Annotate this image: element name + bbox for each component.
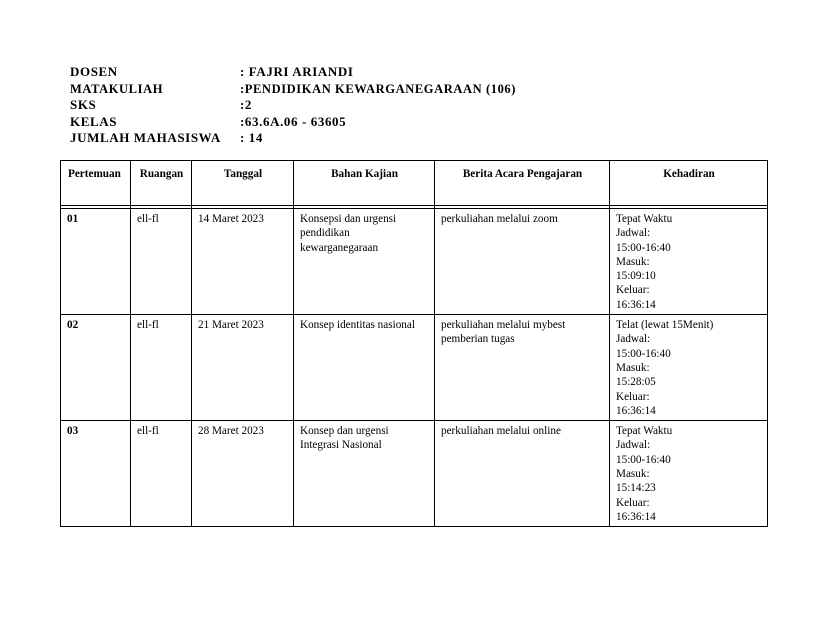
jadwal-label: Jadwal: — [616, 227, 651, 240]
keluar-label: Keluar: — [616, 496, 650, 509]
keluar-value: 16:36:14 — [616, 404, 656, 417]
pertemuan-cell: 03 — [61, 421, 131, 527]
tanggal-cell: 21 Maret 2023 — [192, 315, 294, 421]
ruangan-cell: ell-fl — [131, 421, 192, 527]
column-header-bahan-kajian: Bahan Kajian — [294, 161, 435, 206]
attendance-table — [60, 160, 768, 527]
kelas-value: :63.6A.06 - 63605 — [240, 113, 347, 129]
masuk-label: Masuk: — [616, 361, 650, 374]
berita-acara-cell: perkuliahan melalui zoom — [435, 209, 610, 315]
jadwal-value: 15:00-16:40 — [616, 453, 671, 466]
table-row — [61, 209, 768, 315]
keluar-label: Keluar: — [616, 284, 650, 297]
kehadiran-status: Tepat Waktu — [616, 213, 673, 225]
kehadiran-status: Telat (lewat 15Menit) — [616, 319, 714, 332]
ruangan-cell: ell-fl — [131, 209, 192, 315]
masuk-value: 15:09:10 — [616, 270, 656, 283]
tanggal-cell: 14 Maret 2023 — [192, 209, 294, 315]
masuk-label: Masuk: — [616, 255, 650, 268]
bahan-kajian-cell: Konsepsi dan urgensi pendidikan kewarganegaraan — [294, 209, 435, 315]
jadwal-value: 15:00-16:40 — [616, 347, 671, 360]
keluar-label: Keluar: — [616, 390, 650, 403]
jumlah-mahasiswa-label: JUMLAH MAHASISWA — [70, 130, 221, 145]
bahan-kajian-cell: Konsep dan urgensi Integrasi Nasional — [294, 421, 435, 527]
column-header-tanggal: Tanggal — [192, 161, 294, 206]
jadwal-value: 15:00-16:40 — [616, 241, 671, 254]
ruangan-cell: ell-fl — [131, 315, 192, 421]
column-header-pertemuan: Pertemuan — [61, 161, 131, 206]
matakuliah-value: :PENDIDIKAN KEWARGANEGARAAN (106) — [240, 81, 517, 96]
jadwal-label: Jadwal: — [616, 439, 651, 452]
sks-value: :2 — [240, 97, 253, 112]
pertemuan-cell: 01 — [61, 209, 131, 315]
kehadiran-cell — [610, 421, 768, 527]
table-header-row — [61, 161, 768, 206]
kehadiran-status: Tepat Waktu — [616, 425, 673, 438]
sks-label: SKS — [70, 97, 97, 112]
masuk-value: 15:28:05 — [616, 376, 656, 389]
jumlah-mahasiswa-value: : 14 — [240, 130, 263, 145]
pertemuan-cell: 02 — [61, 315, 131, 421]
masuk-label: Masuk: — [616, 468, 650, 481]
dosen-label: DOSEN — [70, 64, 118, 79]
keluar-value: 16:36:14 — [616, 298, 656, 311]
kehadiran-cell — [610, 315, 768, 421]
tanggal-cell: 28 Maret 2023 — [192, 421, 294, 527]
berita-acara-cell: perkuliahan melalui mybest pemberian tugas — [435, 315, 610, 421]
column-header-kehadiran: Kehadiran — [610, 161, 768, 206]
column-header-berita-acara: Berita Acara Pengajaran — [435, 161, 610, 206]
table-row — [61, 315, 768, 421]
table-row — [61, 421, 768, 527]
matakuliah-label: MATAKULIAH — [70, 81, 164, 96]
dosen-value: : FAJRI ARIANDI — [240, 64, 354, 79]
kehadiran-cell — [610, 209, 768, 315]
column-header-ruangan: Ruangan — [131, 161, 192, 206]
masuk-value: 15:14:23 — [616, 482, 656, 495]
jadwal-label: Jadwal: — [616, 333, 651, 346]
bahan-kajian-cell: Konsep identitas nasional — [294, 315, 435, 421]
berita-acara-cell: perkuliahan melalui online — [435, 421, 610, 527]
keluar-value: 16:36:14 — [616, 510, 656, 523]
kelas-label: KELAS — [70, 113, 118, 129]
